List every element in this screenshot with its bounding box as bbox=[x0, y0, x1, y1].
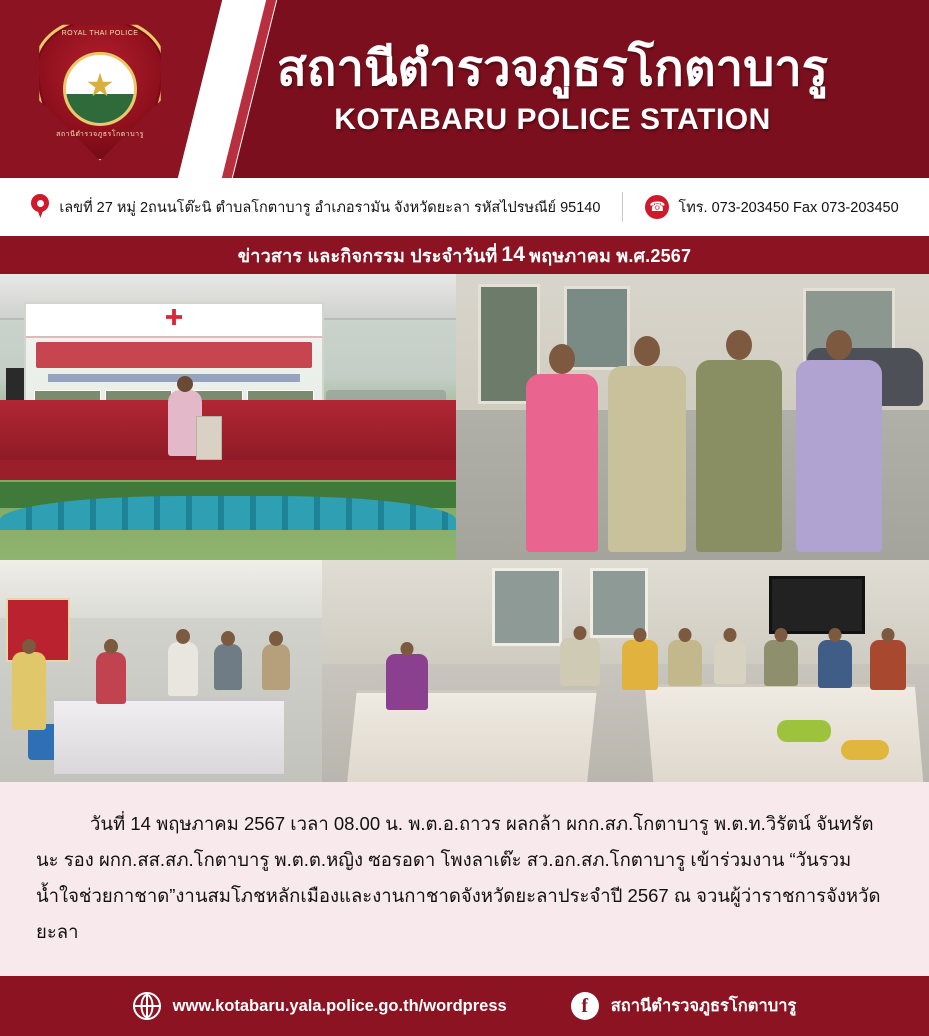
contact-divider bbox=[622, 192, 623, 222]
fruit-plate-green bbox=[777, 720, 831, 742]
phone-text: โทร. 073-203450 Fax 073-203450 bbox=[678, 199, 899, 216]
facebook-icon: f bbox=[571, 992, 599, 1020]
guest-light-shirt bbox=[714, 640, 746, 684]
interior-window-a bbox=[492, 568, 562, 646]
registration-table bbox=[54, 698, 284, 774]
phone-icon: ☎ bbox=[645, 195, 669, 219]
red-carpet bbox=[0, 460, 456, 482]
guest-uniform-2 bbox=[668, 640, 702, 686]
guest-blue-shirt bbox=[818, 640, 852, 688]
person-booth-1 bbox=[12, 652, 46, 730]
logo-container bbox=[0, 16, 200, 162]
guest-purple-shirt bbox=[386, 654, 428, 710]
photo-officials-standing bbox=[456, 274, 929, 560]
facebook-page-name[interactable]: สถานีตำรวจภูธรโกตาบารู bbox=[610, 997, 797, 1016]
page-title-english: KOTABARU POLICE STATION bbox=[334, 103, 771, 137]
photo-row-bottom bbox=[0, 560, 929, 782]
person-booth-2 bbox=[96, 652, 126, 704]
guest-olive-uniform bbox=[764, 640, 798, 686]
page-header bbox=[0, 0, 929, 178]
emblem-inner-ring bbox=[63, 52, 137, 126]
website-item[interactable] bbox=[133, 992, 507, 1020]
photo-booth-registration bbox=[0, 560, 322, 782]
photo-banquet-table bbox=[322, 560, 929, 782]
news-date-bar bbox=[0, 236, 929, 274]
header-titles bbox=[200, 41, 929, 137]
news-bar-prefix: ข่าวสาร และกิจกรรม ประจำวันที่ bbox=[237, 245, 498, 266]
photo-ceremony-tent bbox=[0, 274, 456, 560]
caption-text: วันที่ 14 พฤษภาคม 2567 เวลา 08.00 น. พ.ต.อ.ถาวร ผลกล้า ผกก.สภ.โกตาบารู พ.ต.ท.วิรัตน์ จันทรัตนะ รอง ผกก.สส.สภ.โกตาบารู พ.ต.ต.หญิง ซอรอดา โพงลาเต๊ะ สว.อก.สภ.โกตาบารู เข้าร่วมงาน “วันรวมน้ำใจช่วยกาชาด”งานสมโภชหลักเมืองและงานกาชาดจังหวัดยะลาประจำปี 2567 ณ จวนผู้ว่าราชการจังหวัดยะลา bbox=[36, 813, 881, 943]
phone-item bbox=[645, 195, 898, 219]
podium bbox=[196, 416, 222, 460]
police-emblem-icon bbox=[34, 16, 166, 162]
fruit-plate-yellow bbox=[841, 740, 889, 760]
person-police-uniform bbox=[696, 360, 782, 552]
contact-bar bbox=[0, 178, 929, 236]
banner-subtitle-block bbox=[48, 374, 300, 382]
person-pink-shirt bbox=[526, 374, 598, 552]
facebook-item[interactable] bbox=[571, 992, 797, 1020]
banner-header bbox=[26, 304, 322, 338]
guest-orange-shirt bbox=[870, 640, 906, 690]
stage-platform bbox=[0, 400, 456, 464]
person-booth-4 bbox=[214, 644, 242, 690]
news-bar-suffix: พฤษภาคม พ.ศ.2567 bbox=[529, 245, 692, 266]
photo-grid bbox=[0, 274, 929, 782]
banquet-table-left bbox=[347, 690, 597, 782]
blue-planter-row bbox=[0, 496, 456, 530]
address-item bbox=[30, 194, 600, 220]
person-tan-uniform bbox=[608, 366, 686, 552]
banner-title-block bbox=[36, 342, 312, 368]
website-url[interactable]: www.kotabaru.yala.police.go.th/wordpress bbox=[172, 996, 507, 1015]
globe-icon bbox=[133, 992, 161, 1020]
news-bar-day: 14 bbox=[501, 243, 526, 266]
guest-yellow-shirt bbox=[622, 640, 658, 690]
photo-row-top bbox=[0, 274, 929, 560]
address-text: เลขที่ 27 หมู่ 2ถนนโต๊ะนิ ตำบลโกตาบารู อำเภอรามัน จังหวัดยะลา รหัสไปรษณีย์ 95140 bbox=[59, 199, 601, 216]
location-pin-icon bbox=[30, 194, 50, 220]
caption-section bbox=[0, 782, 929, 976]
emblem-bottom-text: สถานีตำรวจภูธรโกตาบารู bbox=[56, 131, 144, 138]
page-title-thai: สถานีตำรวจภูธรโกตาบารู bbox=[276, 41, 829, 96]
wall-television bbox=[769, 576, 865, 634]
person-purple-dress bbox=[796, 360, 882, 552]
guest-uniform-1 bbox=[560, 638, 600, 686]
person-booth-5 bbox=[262, 644, 290, 690]
emblem-top-text: ROYAL THAI POLICE bbox=[61, 30, 139, 37]
person-booth-3 bbox=[168, 642, 198, 696]
page-footer bbox=[0, 976, 929, 1036]
